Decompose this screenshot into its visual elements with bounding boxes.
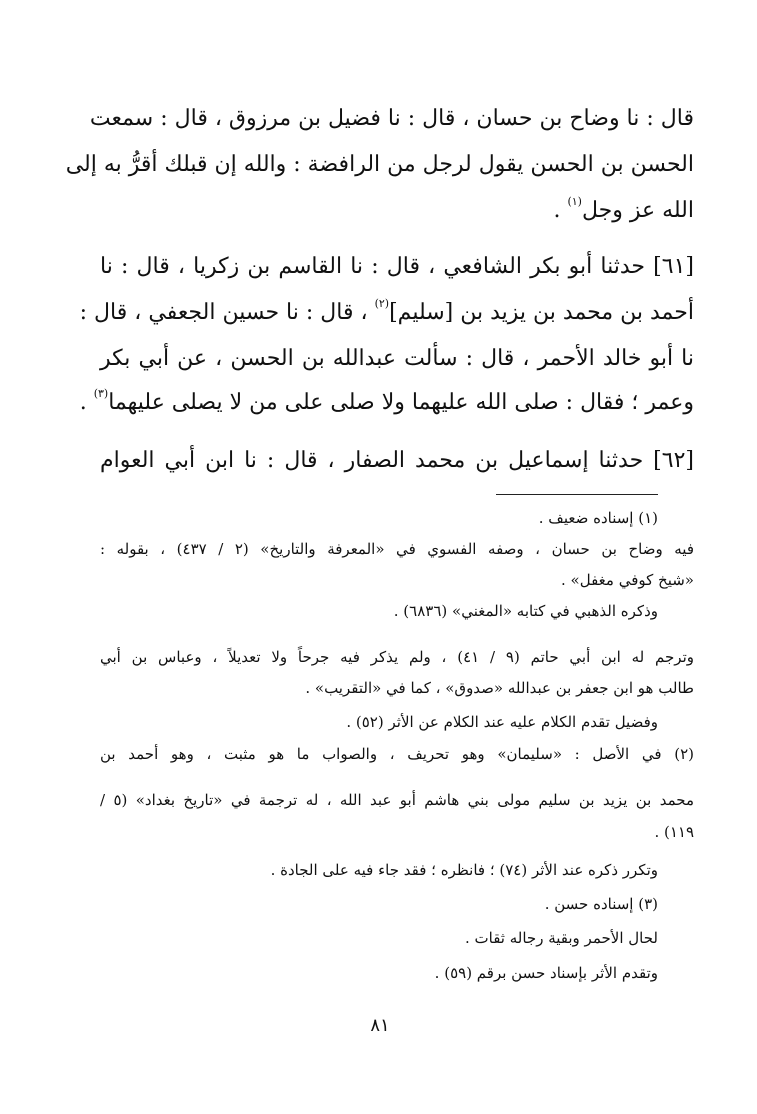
footnote-ref: (٢): [374, 297, 390, 310]
footnote-line: وتقدم الأثر بإسناد حسن برقم (٥٩) .: [434, 964, 658, 982]
footnote-line: وتكرر ذكره عند الأثر (٧٤) ؛ فانظره ؛ فقد جاء فيه على الجادة .: [270, 861, 658, 879]
footnote-line: ١١٩) .: [654, 823, 694, 841]
footnote-line: وذكره الذهبي في كتابه «المغني» (٦٨٣٦) .: [393, 602, 658, 620]
footnote-line: وترجم له ابن أبي حاتم (٩ / ٤١) ، ولم يذكر فيه جرحاً ولا تعديلاً ، وعباس بن أبي: [100, 648, 694, 666]
footnote-line: (٣) إسناده حسن .: [544, 895, 658, 913]
footnote-line: (١) إسناده ضعيف .: [538, 509, 658, 527]
page-number: ٨١: [370, 1015, 390, 1036]
main-text-line: [٦٢] حدثنا إسماعيل بن محمد الصفار ، قال : نا ابن أبي العوام: [100, 448, 694, 473]
footnote-line: لحال الأحمر وبقية رجاله ثقات .: [464, 929, 658, 947]
footnote-ref: (١): [567, 195, 582, 208]
footnote-line: «شيخ كوفي مغفل» .: [561, 571, 694, 589]
main-text-line: وعمر ؛ فقال : صلى الله عليهما ولا صلى على من لا يصلى عليهما$^{(٣)}$ .: [79, 387, 694, 415]
main-text-line: الله عز وجل$^{(١)}$ .: [553, 195, 694, 223]
footnote-line: فيه وضاح بن حسان ، وصفه الفسوي في «المعرفة والتاريخ» (٢ / ٤٣٧) ، بقوله :: [100, 540, 695, 558]
main-text-line: الحسن بن الحسن يقول لرجل من الرافضة : والله إن قبلك أقرُّ به إلى: [65, 152, 694, 177]
footnote-line: طالب هو ابن جعفر بن عبدالله «صدوق» ، كما في «التقريب» .: [305, 679, 694, 697]
main-text-line: قال : نا وضاح بن حسان ، قال : نا فضيل بن مرزوق ، قال : سمعت: [89, 106, 694, 131]
main-text-line: [٦١] حدثنا أبو بكر الشافعي ، قال : نا القاسم بن زكريا ، قال : نا: [100, 254, 694, 279]
footnote-ref: (٣): [93, 387, 109, 400]
main-text-line: نا أبو خالد الأحمر ، قال : سألت عبدالله بن الحسن ، عن أبي بكر: [100, 346, 694, 371]
footnote-separator: [496, 494, 658, 495]
footnote-line: (٢) في الأصل : «سليمان» وهو تحريف ، والصواب ما هو مثبت ، وهو أحمد بن: [100, 745, 694, 763]
footnote-line: محمد بن يزيد بن سليم مولى بني هاشم أبو عبد الله ، له ترجمة في «تاريخ بغداد» (٥ /: [100, 791, 694, 809]
main-text-line: أحمد بن محمد بن يزيد بن [سليم]$^{(٢)}$ ، قال : نا حسين الجعفي ، قال :: [79, 297, 694, 325]
footnote-line: وفضيل تقدم الكلام عليه عند الكلام عن الأثر (٥٢) .: [346, 713, 658, 731]
